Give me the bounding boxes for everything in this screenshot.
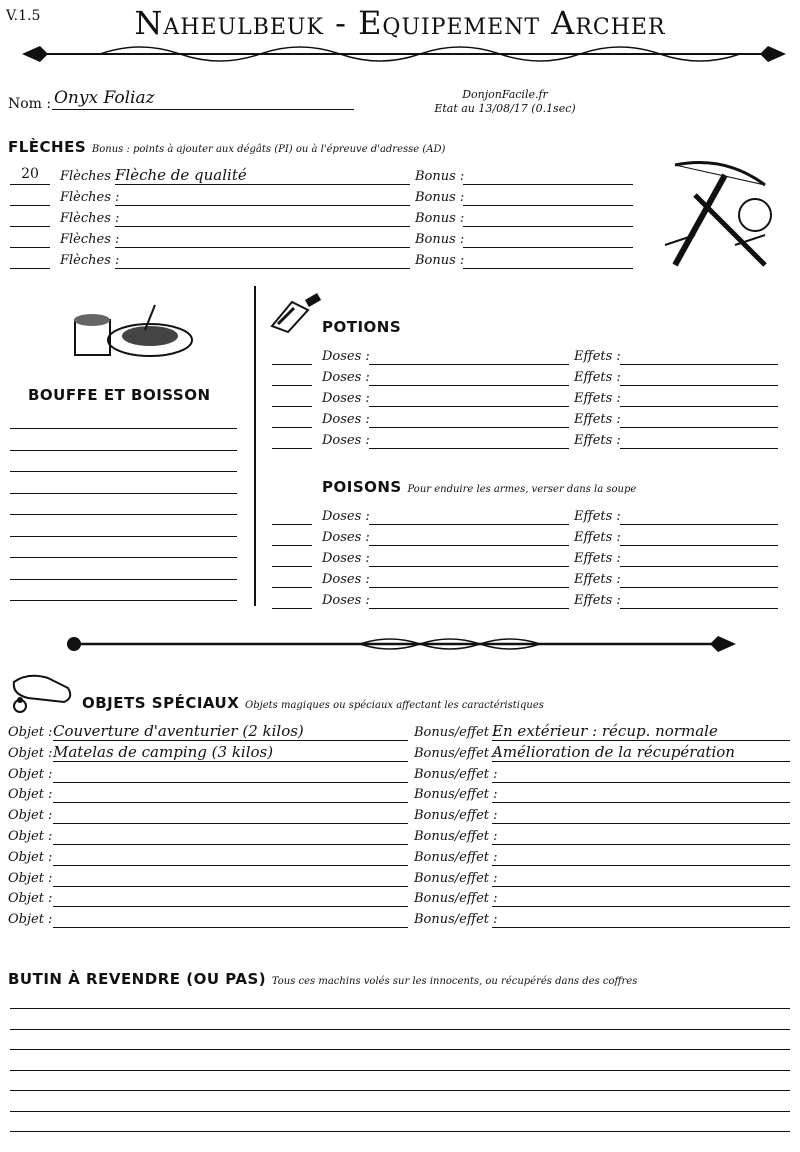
objets-row — [8, 886, 793, 907]
food-line-field[interactable] — [10, 493, 237, 494]
object-bonus-label: Bonus/effet : — [414, 870, 498, 886]
object-bonus-label: Bonus/effet : — [414, 787, 498, 803]
object-label: Objet : — [8, 808, 53, 824]
object-label: Objet : — [8, 829, 53, 844]
poisons-quantity-field[interactable] — [272, 527, 312, 546]
poisons-quantity-field[interactable] — [272, 569, 312, 588]
food-line-field[interactable] — [10, 579, 237, 580]
arrow-quantity-field[interactable] — [10, 250, 50, 269]
site-info — [420, 88, 590, 116]
arrow-label: Flèches : — [60, 232, 120, 247]
poisons-row — [272, 525, 782, 546]
loot-line-field[interactable] — [10, 1070, 790, 1071]
object-name-field[interactable] — [53, 764, 408, 783]
object-label: Objet : — [8, 725, 53, 740]
potions-effect-field[interactable] — [620, 367, 778, 386]
object-bonus-field[interactable]: Amélioration de la récupération — [492, 743, 790, 762]
poisons-effect-field[interactable] — [620, 569, 778, 588]
object-label: Objet : — [8, 787, 53, 803]
poisons-dose-label: Doses : — [322, 593, 370, 608]
version-label: V.1.5 — [6, 8, 41, 24]
potions-dose-label: Doses : — [322, 370, 370, 385]
potions-quantity-field[interactable] — [272, 388, 312, 407]
poisons-effect-label: Effets : — [574, 551, 621, 566]
poisons-quantity-field[interactable] — [272, 590, 312, 609]
poisons-row — [272, 546, 782, 567]
poisons-title: POISONS — [322, 478, 402, 496]
objets-row — [8, 720, 793, 741]
potions-effect-label: Effets : — [574, 412, 621, 427]
object-label: Objet : — [8, 766, 53, 782]
fleches-heading — [8, 138, 445, 156]
poisons-dose-label: Doses : — [322, 551, 370, 566]
name-label: Nom : — [8, 96, 52, 112]
object-bonus-field[interactable] — [492, 847, 790, 866]
arrow-type-field[interactable]: Flèche de qualité — [115, 166, 410, 185]
potions-row — [272, 428, 782, 449]
object-name-field[interactable] — [53, 888, 408, 907]
object-label: Objet : — [8, 849, 53, 865]
object-bonus-field[interactable] — [492, 909, 790, 928]
loot-line-field[interactable] — [10, 1049, 790, 1050]
poisons-effect-label: Effets : — [574, 509, 621, 524]
object-label: Objet : — [8, 745, 53, 761]
butin-title: BUTIN À REVENDRE (OU PAS) — [8, 970, 267, 988]
object-bonus-field[interactable] — [492, 784, 790, 803]
object-name-field[interactable] — [53, 909, 408, 928]
potions-row — [272, 386, 782, 407]
arrow-bonus-field[interactable] — [463, 187, 633, 206]
poisons-quantity-field[interactable] — [272, 548, 312, 567]
arrow-label: Flèches : — [60, 211, 120, 226]
object-bonus-label: Bonus/effet : — [414, 891, 498, 907]
butin-subtitle: Tous ces machins volés sur les innocents, ou récupérés dans des coffres — [271, 976, 638, 987]
potions-row — [272, 344, 782, 365]
potions-row — [272, 365, 782, 386]
object-name-field[interactable] — [53, 805, 408, 824]
poisons-dose-label: Doses : — [322, 509, 370, 524]
site-name: DonjonFacile.fr — [462, 88, 548, 101]
weapons-illustration-icon — [655, 155, 785, 275]
potions-effect-field[interactable] — [620, 430, 778, 449]
potions-dose-field[interactable] — [369, 346, 569, 365]
poisons-dose-label: Doses : — [322, 530, 370, 545]
fleches-subtitle: Bonus : points à ajouter aux dégâts (PI) ou à l'épreuve d'adresse (AD) — [91, 144, 446, 155]
potions-dose-label: Doses : — [322, 412, 370, 427]
fleches-row — [10, 206, 635, 227]
poisons-effect-field[interactable] — [620, 506, 778, 525]
object-name-field[interactable]: Matelas de camping (3 kilos) — [53, 743, 408, 762]
object-bonus-label: Bonus/effet : — [414, 829, 498, 844]
poisons-effect-field[interactable] — [620, 590, 778, 609]
loot-line-field[interactable] — [10, 1131, 790, 1132]
loot-line-field[interactable] — [10, 1008, 790, 1009]
arrow-bonus-field[interactable] — [463, 229, 633, 248]
object-name-field[interactable] — [53, 847, 408, 866]
object-label: Objet : — [8, 870, 53, 886]
objets-row — [8, 907, 793, 928]
potions-dose-label: Doses : — [322, 433, 370, 448]
potions-effect-label: Effets : — [574, 349, 621, 364]
potions-effect-label: Effets : — [574, 391, 621, 406]
poisons-dose-field[interactable] — [369, 506, 569, 525]
poisons-dose-field[interactable] — [369, 548, 569, 567]
object-bonus-field[interactable] — [492, 868, 790, 887]
object-bonus-field[interactable] — [492, 805, 790, 824]
potions-row — [272, 407, 782, 428]
potions-dose-field[interactable] — [369, 388, 569, 407]
poisons-dose-field[interactable] — [369, 527, 569, 546]
potions-quantity-field[interactable] — [272, 346, 312, 365]
poisons-effect-label: Effets : — [574, 593, 621, 608]
potions-dose-field[interactable] — [369, 430, 569, 449]
objets-heading — [82, 694, 544, 712]
fleches-row — [10, 248, 635, 269]
potions-effect-label: Effets : — [574, 433, 621, 448]
object-bonus-label: Bonus/effet : — [414, 725, 498, 740]
object-name-field[interactable] — [53, 826, 408, 845]
food-illustration-icon — [65, 300, 195, 362]
poisons-row — [272, 588, 782, 609]
potions-quantity-field[interactable] — [272, 367, 312, 386]
arrow-label: Flèches : — [60, 169, 120, 184]
arrow-bonus-label: Bonus : — [415, 169, 465, 184]
poisons-effect-field[interactable] — [620, 548, 778, 567]
poisons-dose-field[interactable] — [369, 590, 569, 609]
arrow-bonus-label: Bonus : — [415, 253, 465, 268]
poisons-dose-field[interactable] — [369, 569, 569, 588]
object-bonus-label: Bonus/effet : — [414, 912, 498, 928]
poisons-subtitle: Pour enduire les armes, verser dans la soupe — [407, 484, 637, 495]
loot-line-field[interactable] — [10, 1090, 790, 1091]
objets-row — [8, 762, 793, 783]
scroll-ring-icon — [8, 668, 78, 716]
potions-dose-field[interactable] — [369, 367, 569, 386]
object-label: Objet : — [8, 912, 53, 928]
butin-heading — [8, 970, 637, 988]
name-field[interactable]: Onyx Foliaz — [52, 88, 354, 110]
poisons-row — [272, 567, 782, 588]
arrow-type-field[interactable] — [115, 187, 410, 206]
loot-line-field[interactable] — [10, 1111, 790, 1112]
food-line-field[interactable] — [10, 536, 237, 537]
objets-title: OBJETS SPÉCIAUX — [82, 694, 240, 712]
arrow-type-field[interactable] — [115, 208, 410, 227]
object-bonus-label: Bonus/effet : — [414, 849, 498, 865]
potions-effect-field[interactable] — [620, 346, 778, 365]
loot-line-field[interactable] — [10, 1029, 790, 1030]
column-divider — [254, 286, 256, 606]
potions-quantity-field[interactable] — [272, 409, 312, 428]
poisons-heading — [322, 478, 636, 496]
objets-row — [8, 866, 793, 887]
poisons-effect-label: Effets : — [574, 530, 621, 545]
objets-subtitle: Objets magiques ou spéciaux affectant les caractéristiques — [245, 700, 544, 711]
object-bonus-label: Bonus/effet : — [414, 745, 498, 761]
objets-row — [8, 824, 793, 845]
bouffe-title: BOUFFE ET BOISSON — [28, 386, 211, 404]
staff-divider-icon — [20, 40, 790, 70]
food-line-field[interactable] — [10, 600, 237, 601]
arrow-bonus-label: Bonus : — [415, 190, 465, 205]
object-bonus-field[interactable] — [492, 764, 790, 783]
food-line-field[interactable] — [10, 514, 237, 515]
potions-dose-label: Doses : — [322, 349, 370, 364]
object-name-field[interactable] — [53, 784, 408, 803]
potions-effect-label: Effets : — [574, 370, 621, 385]
arrow-bonus-field[interactable] — [463, 166, 633, 185]
poisons-row — [272, 504, 782, 525]
objets-row — [8, 845, 793, 866]
page-title: Naheulbeuk - Equipement Archer — [134, 4, 666, 42]
object-label: Objet : — [8, 891, 53, 907]
arrow-bonus-field[interactable] — [463, 208, 633, 227]
arrow-type-field[interactable] — [115, 250, 410, 269]
food-line-field[interactable] — [10, 428, 237, 429]
arrow-quantity-field[interactable] — [10, 229, 50, 248]
food-line-field[interactable] — [10, 450, 237, 451]
staff-divider-icon — [60, 630, 740, 660]
object-bonus-field[interactable] — [492, 826, 790, 845]
fleches-title: FLÈCHES — [8, 138, 87, 156]
arrow-quantity-field[interactable] — [10, 187, 50, 206]
arrow-label: Flèches : — [60, 190, 120, 205]
object-bonus-label: Bonus/effet : — [414, 808, 498, 824]
object-bonus-field[interactable]: En extérieur : récup. normale — [492, 722, 790, 741]
potions-effect-field[interactable] — [620, 388, 778, 407]
poisons-dose-label: Doses : — [322, 572, 370, 587]
objets-row — [8, 803, 793, 824]
site-date: Etat au 13/08/17 (0.1sec) — [434, 102, 576, 115]
objets-row — [8, 741, 793, 762]
arrow-quantity-field[interactable]: 20 — [10, 166, 50, 185]
object-name-field[interactable]: Couverture d'aventurier (2 kilos) — [53, 722, 408, 741]
arrow-bonus-label: Bonus : — [415, 232, 465, 247]
fleches-row — [10, 164, 635, 185]
potions-dose-label: Doses : — [322, 391, 370, 406]
potions-title: POTIONS — [322, 318, 402, 336]
object-bonus-label: Bonus/effet : — [414, 766, 498, 782]
potions-effect-field[interactable] — [620, 409, 778, 428]
arrow-quantity-field[interactable] — [10, 208, 50, 227]
arrow-bonus-field[interactable] — [463, 250, 633, 269]
fleches-row — [10, 227, 635, 248]
potions-quantity-field[interactable] — [272, 430, 312, 449]
poisons-effect-field[interactable] — [620, 527, 778, 546]
object-bonus-field[interactable] — [492, 888, 790, 907]
food-line-field[interactable] — [10, 557, 237, 558]
potions-dose-field[interactable] — [369, 409, 569, 428]
fleches-row — [10, 185, 635, 206]
poisons-effect-label: Effets : — [574, 572, 621, 587]
objets-row — [8, 782, 793, 803]
poisons-quantity-field[interactable] — [272, 506, 312, 525]
arrow-type-field[interactable] — [115, 229, 410, 248]
arrow-label: Flèches : — [60, 253, 120, 268]
arrow-bonus-label: Bonus : — [415, 211, 465, 226]
object-name-field[interactable] — [53, 868, 408, 887]
food-line-field[interactable] — [10, 471, 237, 472]
